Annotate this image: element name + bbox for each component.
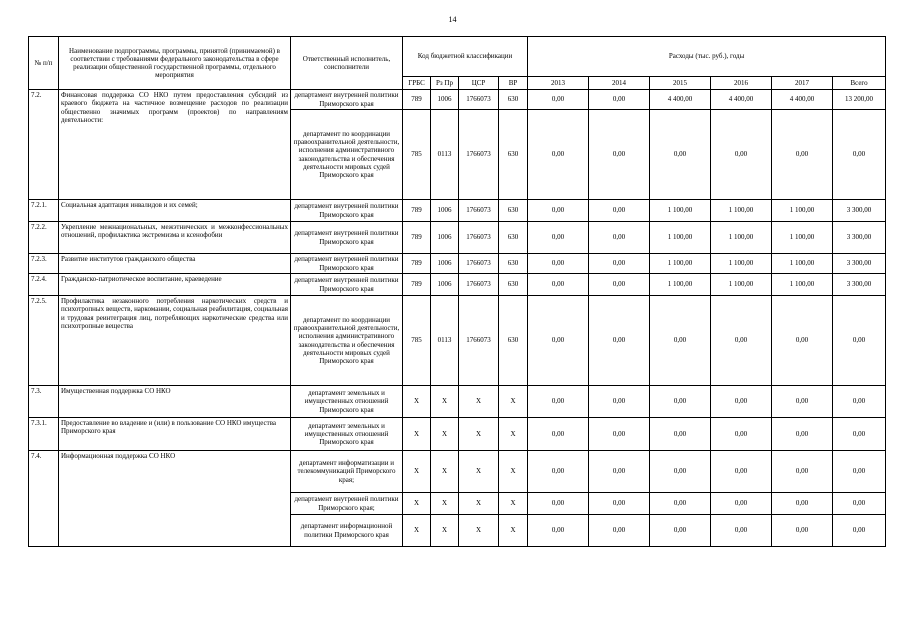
row-grbs: 785 [403,296,431,386]
row-2014: 0,00 [589,418,650,451]
header-num: № п/п [29,37,59,90]
row-2014: 0,00 [589,200,650,222]
row-2013: 0,00 [528,451,589,493]
row-2014: 0,00 [589,386,650,418]
row-vr: Х [499,418,528,451]
row-2014: 0,00 [589,222,650,254]
row-grbs: Х [403,451,431,493]
row-2016: 0,00 [711,515,772,547]
row-total: 0,00 [833,451,886,493]
row-rzpr: Х [431,515,459,547]
row-vr: Х [499,515,528,547]
row-vr: Х [499,493,528,515]
row-2015: 0,00 [650,386,711,418]
table-row [29,200,886,222]
header-executor: Ответственный исполнитель, соисполнители [291,37,403,90]
row-2013: 0,00 [528,90,589,110]
table-row [29,274,886,296]
row-2017: 0,00 [772,515,833,547]
row-rzpr: 1006 [431,254,459,274]
row-grbs: 789 [403,222,431,254]
table-row [29,222,886,254]
row-executor: департамент информатизации и телекоммуникаций Приморского края; [291,451,403,493]
row-vr: 630 [499,90,528,110]
row-num: 7.2.1. [29,200,59,222]
row-csr: 1766073 [459,200,499,222]
header-rzpr: Рз Пр [431,77,459,90]
row-2016: 0,00 [711,493,772,515]
row-2015: 0,00 [650,110,711,200]
row-rzpr: 1006 [431,274,459,296]
row-total: 3 300,00 [833,200,886,222]
row-2015: 1 100,00 [650,274,711,296]
row-rzpr: 1006 [431,200,459,222]
row-num: 7.2.3. [29,254,59,274]
row-2017: 1 100,00 [772,254,833,274]
row-vr: 630 [499,110,528,200]
row-2017: 0,00 [772,296,833,386]
row-grbs: 789 [403,274,431,296]
header-budget-code: Код бюджетной классификации [403,37,528,77]
row-2015: 0,00 [650,451,711,493]
row-total: 0,00 [833,515,886,547]
row-2013: 0,00 [528,222,589,254]
row-name: Укрепление межнациональных, межэтнических и межконфессиональных отношений, профилактика экстремизма и ксенофобии [59,222,291,254]
row-num: 7.2.4. [29,274,59,296]
row-executor: департамент внутренней политики Приморского края; [291,493,403,515]
row-executor: департамент информационной политики Приморского края [291,515,403,547]
table-row [29,254,886,274]
row-2015: 4 400,00 [650,90,711,110]
table-row [29,296,886,386]
row-rzpr: 0113 [431,110,459,200]
row-vr: 630 [499,274,528,296]
row-2015: 0,00 [650,418,711,451]
header-grbs: ГРБС [403,77,431,90]
row-grbs: 789 [403,254,431,274]
table-row [29,90,886,110]
row-csr: 1766073 [459,274,499,296]
row-num: 7.2.2. [29,222,59,254]
row-num: 7.3. [29,386,59,418]
row-executor: департамент по координации правоохранительной деятельности, исполнения административного законодательства и обеспечения деятельности мировых судей Приморского края [291,110,403,200]
row-executor: департамент по координации правоохранительной деятельности, исполнения административного законодательства и обеспечения деятельности мировых судей Приморского края [291,296,403,386]
row-csr: 1766073 [459,296,499,386]
row-2014: 0,00 [589,110,650,200]
row-num: 7.2. [29,90,59,200]
row-2017: 0,00 [772,493,833,515]
row-2016: 0,00 [711,296,772,386]
row-2016: 0,00 [711,386,772,418]
row-2013: 0,00 [528,386,589,418]
row-2014: 0,00 [589,515,650,547]
row-executor: департамент земельных и имущественных отношений Приморского края [291,386,403,418]
row-csr: 1766073 [459,222,499,254]
row-name: Имущественная поддержка СО НКО [59,386,291,418]
row-2014: 0,00 [589,90,650,110]
header-year-2014: 2014 [589,77,650,90]
row-name: Информационная поддержка СО НКО [59,451,291,547]
header-csr: ЦСР [459,77,499,90]
row-total: 3 300,00 [833,222,886,254]
row-2013: 0,00 [528,418,589,451]
row-2013: 0,00 [528,493,589,515]
header-year-2016: 2016 [711,77,772,90]
row-2015: 1 100,00 [650,200,711,222]
row-2014: 0,00 [589,493,650,515]
row-2016: 1 100,00 [711,222,772,254]
row-total: 0,00 [833,296,886,386]
row-rzpr: 0113 [431,296,459,386]
row-csr: Х [459,386,499,418]
row-grbs: 789 [403,200,431,222]
budget-table [28,36,886,547]
row-vr: 630 [499,200,528,222]
row-2013: 0,00 [528,274,589,296]
row-csr: Х [459,515,499,547]
row-vr: 630 [499,254,528,274]
row-2017: 0,00 [772,451,833,493]
row-vr: 630 [499,222,528,254]
row-csr: Х [459,493,499,515]
row-csr: Х [459,451,499,493]
row-2017: 0,00 [772,418,833,451]
row-total: 13 200,00 [833,90,886,110]
row-csr: 1766073 [459,254,499,274]
row-vr: Х [499,451,528,493]
row-2016: 1 100,00 [711,254,772,274]
row-total: 0,00 [833,110,886,200]
header-expenses: Расходы (тыс. руб.), годы [528,37,886,77]
row-name: Финансовая поддержка СО НКО путем предоставления субсидий из краевого бюджета на частичное возмещение расходов по реализации общественно значимых программ (проектов) по направлениям деятельности: [59,90,291,200]
header-year-2013: 2013 [528,77,589,90]
row-2017: 4 400,00 [772,90,833,110]
row-name: Гражданско-патриотическое воспитание, краеведение [59,274,291,296]
row-2016: 4 400,00 [711,90,772,110]
row-2013: 0,00 [528,515,589,547]
row-executor: департамент внутренней политики Приморского края [291,274,403,296]
header-vr: ВР [499,77,528,90]
row-grbs: 789 [403,90,431,110]
row-vr: 630 [499,296,528,386]
header-year-2017: 2017 [772,77,833,90]
row-total: 3 300,00 [833,274,886,296]
row-2013: 0,00 [528,296,589,386]
row-2014: 0,00 [589,254,650,274]
row-executor: департамент внутренней политики Приморского края [291,90,403,110]
row-2016: 0,00 [711,418,772,451]
row-grbs: Х [403,386,431,418]
header-year-2015: 2015 [650,77,711,90]
row-csr: 1766073 [459,110,499,200]
row-grbs: Х [403,515,431,547]
row-total: 0,00 [833,493,886,515]
row-2017: 1 100,00 [772,222,833,254]
row-executor: департамент внутренней политики Приморского края [291,254,403,274]
row-name: Профилактика незаконного потребления наркотических средств и психотропных веществ, наркомании, социальная реабилитация, социальная и трудовая реинтеграция лиц, потребляющих наркотические средства или психотропные вещества [59,296,291,386]
row-grbs: Х [403,418,431,451]
row-2016: 0,00 [711,451,772,493]
row-rzpr: Х [431,493,459,515]
row-2013: 0,00 [528,254,589,274]
header-name: Наименование подпрограммы, программы, принятой (принимаемой) в соответствии с требованиями федерального законодательства в сфере реализации общественной государственной программы, отдельного мероприятия [59,37,291,90]
row-vr: Х [499,386,528,418]
row-2013: 0,00 [528,200,589,222]
row-executor: департамент внутренней политики Приморского края [291,200,403,222]
row-2016: 0,00 [711,110,772,200]
row-2015: 0,00 [650,515,711,547]
row-2017: 0,00 [772,386,833,418]
row-2014: 0,00 [589,451,650,493]
row-total: 0,00 [833,418,886,451]
row-2015: 1 100,00 [650,222,711,254]
row-2015: 1 100,00 [650,254,711,274]
row-rzpr: 1006 [431,222,459,254]
row-grbs: 785 [403,110,431,200]
row-name: Социальная адаптация инвалидов и их семей; [59,200,291,222]
row-grbs: Х [403,493,431,515]
row-2017: 1 100,00 [772,274,833,296]
row-total: 0,00 [833,386,886,418]
table-row [29,451,886,493]
row-num: 7.4. [29,451,59,547]
row-2017: 1 100,00 [772,200,833,222]
row-executor: департамент земельных и имущественных отношений Приморского края [291,418,403,451]
row-2015: 0,00 [650,493,711,515]
row-total: 3 300,00 [833,254,886,274]
row-2016: 1 100,00 [711,200,772,222]
header-total: Всего [833,77,886,90]
row-num: 7.2.5. [29,296,59,386]
row-rzpr: 1006 [431,90,459,110]
row-2017: 0,00 [772,110,833,200]
row-csr: 1766073 [459,90,499,110]
row-2013: 0,00 [528,110,589,200]
row-name: Предоставление во владение и (или) в пользование СО НКО имущества Приморского края [59,418,291,451]
row-executor: департамент внутренней политики Приморского края [291,222,403,254]
row-rzpr: Х [431,386,459,418]
row-rzpr: Х [431,451,459,493]
row-csr: Х [459,418,499,451]
row-2015: 0,00 [650,296,711,386]
row-name: Развитие институтов гражданского общества [59,254,291,274]
row-num: 7.3.1. [29,418,59,451]
page-number: 14 [448,15,457,24]
row-2014: 0,00 [589,274,650,296]
table-row [29,418,886,451]
row-2016: 1 100,00 [711,274,772,296]
row-rzpr: Х [431,418,459,451]
row-2014: 0,00 [589,296,650,386]
table-row [29,386,886,418]
